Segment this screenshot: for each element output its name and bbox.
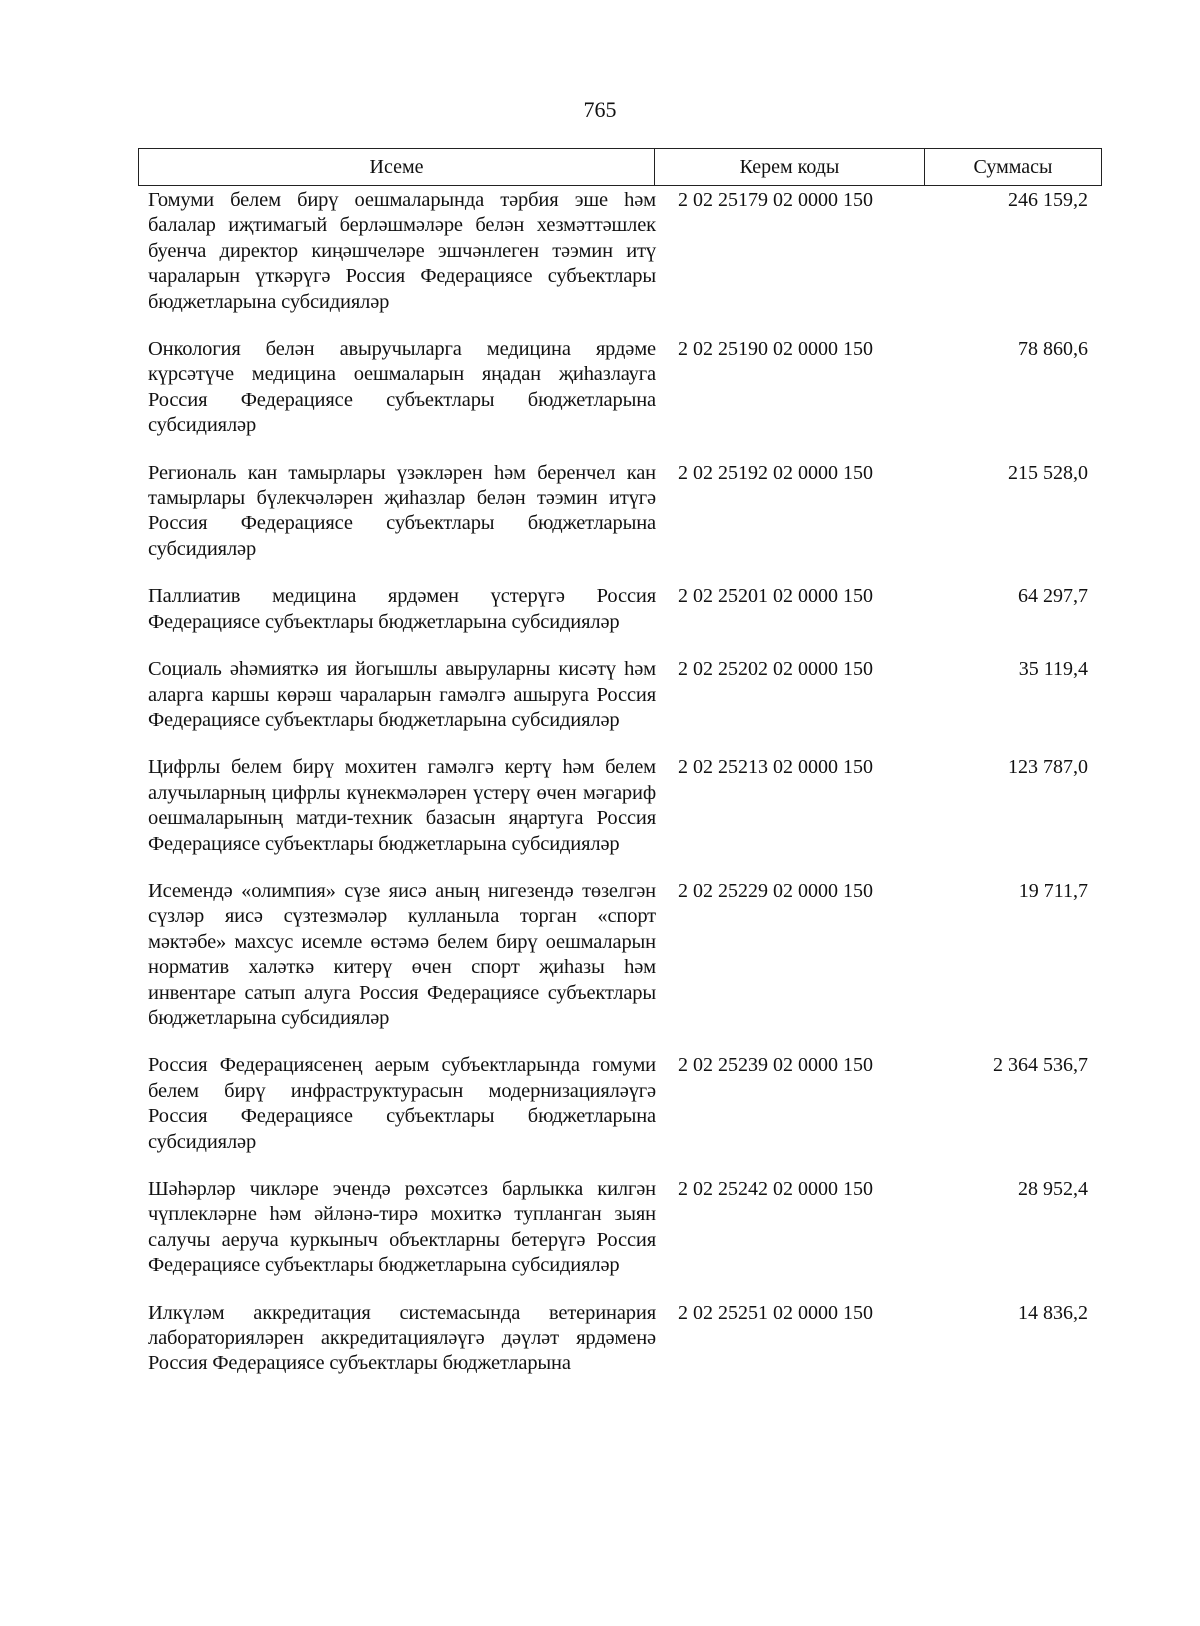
table-row bbox=[138, 657, 1102, 733]
header-code: Керем коды bbox=[655, 149, 925, 185]
row-name: Онкология белән авыручыларга медицина ярдәме күрсәтүче медицина оешмаларын яңадан җиһазлауга Россия Федерациясе субъектлары бюджетларына субсидияләр bbox=[148, 338, 656, 437]
table-row bbox=[138, 584, 1102, 635]
row-amount: 64 297,7 bbox=[1018, 585, 1088, 608]
table-row bbox=[138, 461, 1102, 563]
row-amount: 246 159,2 bbox=[1008, 189, 1088, 211]
row-code: 2 02 25242 02 0000 150 bbox=[678, 1178, 873, 1200]
row-code: 2 02 25202 02 0000 150 bbox=[678, 658, 873, 681]
row-code: 2 02 25251 02 0000 150 bbox=[678, 1301, 873, 1324]
row-code: 2 02 25229 02 0000 150 bbox=[678, 879, 873, 902]
row-name: Илкүләм аккредитация системасында ветеринария лабораторияләрен аккредитацияләүгә дәүләт ярдәменә Россия Федерациясе субъектлары бюджетларына bbox=[148, 1301, 656, 1375]
row-amount: 123 787,0 bbox=[1008, 756, 1088, 779]
table-row bbox=[138, 1301, 1102, 1377]
row-amount: 2 364 536,7 bbox=[993, 1054, 1088, 1077]
row-amount: 14 836,2 bbox=[1018, 1301, 1088, 1324]
row-name: Россия Федерациясенең аерым субъектларында гомуми белем бирү инфраструктурасын модернизацияләүгә Россия Федерациясе субъектлары бюджетларына субсидияләр bbox=[148, 1054, 656, 1153]
row-name: Цифрлы белем бирү мохитен гамәлгә кертү һәм белем алучыларның цифрлы күнекмәләрен үстерү өчен мәгариф оешмаларының матди-техник базасын яңартуга Россия Федерациясе субъектлары бюджетларына субсидияләр bbox=[148, 756, 656, 855]
table-row bbox=[138, 337, 1102, 439]
row-code: 2 02 25190 02 0000 150 bbox=[678, 338, 873, 361]
budget-table bbox=[138, 148, 1102, 1377]
row-amount: 19 711,7 bbox=[1018, 879, 1088, 902]
table-row bbox=[138, 1177, 1102, 1279]
row-amount: 215 528,0 bbox=[1008, 461, 1088, 484]
table-row bbox=[138, 755, 1102, 857]
row-name: Региональ кан тамырлары үзәкләрен һәм беренчел кан тамырлары бүлекчәләрен җиһазлар белән тәэмин итүгә Россия Федерациясе субъектлары бюджетларына субсидияләр bbox=[148, 461, 656, 560]
table-row bbox=[138, 879, 1102, 1031]
table-header bbox=[138, 148, 1102, 186]
row-amount: 35 119,4 bbox=[1018, 658, 1088, 681]
row-code: 2 02 25192 02 0000 150 bbox=[678, 461, 873, 484]
row-name: Социаль әһәмияткә ия йогышлы авыруларны кисәтү һәм аларга каршы көрәш чараларын гамәлгә ашыруга Россия Федерациясе субъектлары бюджетларына субсидияләр bbox=[148, 658, 656, 731]
header-name: Исеме bbox=[139, 149, 655, 185]
row-name: Гомуми белем бирү оешмаларында тәрбия эше һәм балалар иҗтимагый берләшмәләре белән хезмәттәшлек буенча директор киңәшчеләре эшчәнлеген тәэмин итү чараларын үткәрүгә Россия Федерациясе субъектлары бюджетларына субсидияләр bbox=[148, 189, 656, 313]
row-code: 2 02 25213 02 0000 150 bbox=[678, 756, 873, 779]
row-name: Шәһәрләр чикләре эчендә рөхсәтсез барлыкка килгән чүплекләрне һәм әйләнә-тирә мохиткә тупланган зыян салучы аеруча куркыныч объектларны бетерүгә Россия Федерациясе субъектлары бюджетларына субсидияләр bbox=[148, 1178, 656, 1277]
table-body bbox=[138, 188, 1102, 1377]
row-name: Паллиатив медицина ярдәмен үстерүгә Россия Федерациясе субъектлары бюджетларына субсидияләр bbox=[148, 585, 656, 633]
row-code: 2 02 25239 02 0000 150 bbox=[678, 1054, 873, 1077]
row-amount: 78 860,6 bbox=[1018, 338, 1088, 361]
row-amount: 28 952,4 bbox=[1018, 1178, 1088, 1200]
row-code: 2 02 25179 02 0000 150 bbox=[678, 189, 873, 211]
row-code: 2 02 25201 02 0000 150 bbox=[678, 585, 873, 608]
table-row bbox=[138, 188, 1102, 315]
table-row bbox=[138, 1053, 1102, 1155]
row-name: Исемендә «олимпия» сүзе яисә аның нигезендә төзелгән сүзләр яисә сүзтезмәләр кулланыла торган «спорт мәктәбе» махсус исемле өстәмә белем бирү оешмаларын норматив халәткә китерү өчен спорт җиһазы һәм инвентаре сатып алуга Россия Федерациясе субъектлары бюджетларына субсидияләр bbox=[148, 879, 656, 1029]
page-number: 765 bbox=[583, 97, 617, 122]
header-amount: Суммасы bbox=[973, 155, 1053, 178]
